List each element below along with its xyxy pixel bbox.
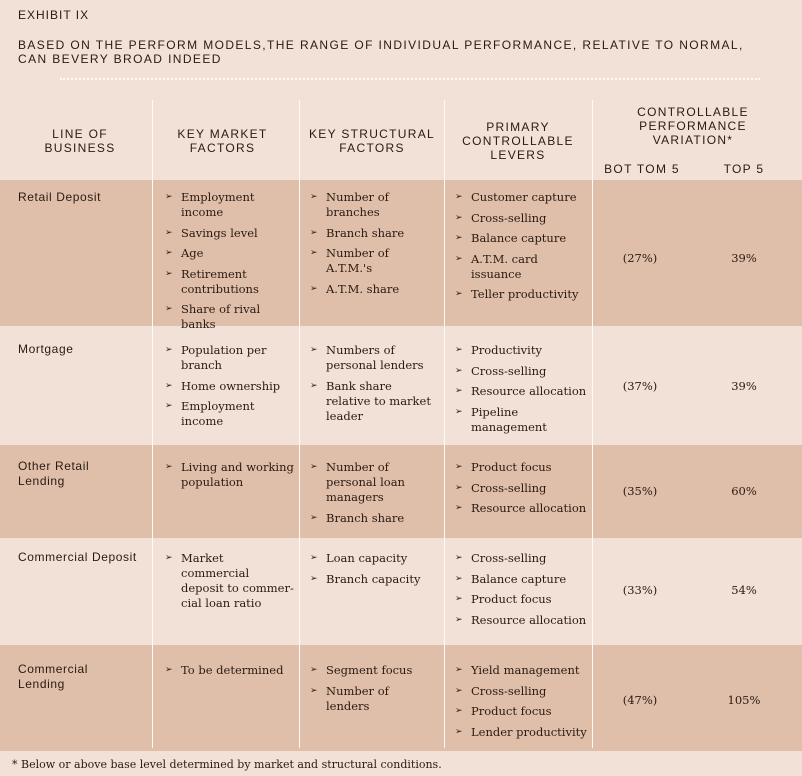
list-item: ➢ Number of A.T.M.'s <box>310 246 435 276</box>
footnote: * Below or above base level determined by market and structural conditions. <box>12 758 442 771</box>
exhibit-label: EXHIBIT IX <box>18 8 90 22</box>
header-controllable-performance-variation: CONTROLLABLE PERFORMANCE VARIATION* <box>637 105 749 147</box>
bottom-5-value: (33%) <box>622 583 658 597</box>
list-item: ➢ Resource allocation <box>455 384 590 399</box>
lob-mortgage: Mortgage <box>18 342 74 356</box>
list-item: ➢ To be determined <box>165 663 297 678</box>
header-primary-controllable-levers: PRIMARY CONTROLLABLE LEVERS <box>462 120 574 162</box>
list-item: ➢ Savings level <box>165 226 297 241</box>
top-5-value: 60% <box>731 484 757 498</box>
list-item: ➢ Segment focus <box>310 663 435 678</box>
column-divider <box>592 100 593 748</box>
lob-commercial-deposit: Commercial Deposit <box>18 550 137 564</box>
list-item: ➢ A.T.M. card issuance <box>455 252 590 282</box>
market-factors-list <box>165 190 297 338</box>
list-item: ➢ Bank share relative to market leader <box>310 379 435 424</box>
column-divider <box>299 100 300 748</box>
exhibit-heading: BASED ON THE PERFORM MODELS,THE RANGE OF INDIVIDUAL PERFORMANCE, RELATIVE TO NORMAL, CAN BEVERY BROAD INDEED <box>18 38 744 66</box>
list-item: ➢ Branch capacity <box>310 572 435 587</box>
list-item: ➢ Cross-selling <box>455 684 590 699</box>
levers-list <box>455 551 590 633</box>
list-item: ➢ Population per branch <box>165 343 297 373</box>
list-item: ➢ Retirement contributions <box>165 267 297 297</box>
list-item: ➢ Product focus <box>455 592 590 607</box>
list-item: ➢ Employment income <box>165 190 297 220</box>
list-item: ➢ Living and working population <box>165 460 297 490</box>
market-factors-list <box>165 663 297 684</box>
levers-list <box>455 190 590 308</box>
list-item: ➢ Productivity <box>455 343 590 358</box>
header-bottom-5: BOT TOM 5 <box>604 162 680 176</box>
top-5-value: 105% <box>727 693 761 707</box>
lob-commercial-lending: Commercial Lending <box>18 662 89 691</box>
top-5-value: 39% <box>731 251 757 265</box>
list-item: ➢ Share of rival banks <box>165 302 297 332</box>
list-item: ➢ Numbers of personal lenders <box>310 343 435 373</box>
list-item: ➢ A.T.M. share <box>310 282 435 297</box>
structural-factors-list <box>310 460 435 531</box>
list-item: ➢ Yield management <box>455 663 590 678</box>
levers-list <box>455 460 590 522</box>
list-item: ➢ Product focus <box>455 460 590 475</box>
header-line-of-business: LINE OF BUSINESS <box>44 127 116 155</box>
list-item: ➢ Number of personal loan managers <box>310 460 435 505</box>
list-item: ➢ Product focus <box>455 704 590 719</box>
list-item: ➢ Branch share <box>310 226 435 241</box>
list-item: ➢ Cross-selling <box>455 551 590 566</box>
list-item: ➢ Customer capture <box>455 190 590 205</box>
top-5-value: 39% <box>731 379 757 393</box>
header-top-5: TOP 5 <box>723 162 765 176</box>
list-item: ➢ Lender productivity <box>455 725 590 740</box>
list-item: ➢ Resource allocation <box>455 501 590 516</box>
list-item: ➢ Pipeline management <box>455 405 590 435</box>
list-item: ➢ Cross-selling <box>455 364 590 379</box>
list-item: ➢ Number of branches <box>310 190 435 220</box>
lob-other-retail-lending: Other Retail Lending <box>18 459 90 488</box>
list-item: ➢ Branch share <box>310 511 435 526</box>
header-key-market-factors: KEY MARKET FACTORS <box>177 127 268 155</box>
market-factors-list <box>165 343 297 435</box>
structural-factors-list <box>310 190 435 302</box>
list-item: ➢ Balance capture <box>455 572 590 587</box>
levers-list <box>455 343 590 440</box>
list-item: ➢ Employment income <box>165 399 297 429</box>
list-item: ➢ Loan capacity <box>310 551 435 566</box>
market-factors-list <box>165 460 297 496</box>
column-divider <box>152 100 153 748</box>
list-item: ➢ Teller productivity <box>455 287 590 302</box>
bottom-5-value: (27%) <box>622 251 658 265</box>
column-divider <box>444 100 445 748</box>
structural-factors-list <box>310 663 435 719</box>
list-item: ➢ Balance capture <box>455 231 590 246</box>
list-item: ➢ Cross-selling <box>455 481 590 496</box>
lob-retail-deposit: Retail Deposit <box>18 190 102 204</box>
market-factors-list <box>165 551 295 617</box>
levers-list <box>455 663 590 745</box>
list-item: ➢ Home ownership <box>165 379 297 394</box>
list-item: ➢ Cross-selling <box>455 211 590 226</box>
header-key-structural-factors: KEY STRUCTURAL FACTORS <box>308 127 435 155</box>
dotted-divider <box>60 78 760 80</box>
list-item: ➢ Market commercial deposit to commer-cial loan ratio <box>165 551 295 611</box>
list-item: ➢ Number of lenders <box>310 684 435 714</box>
bottom-5-value: (37%) <box>622 379 658 393</box>
list-item: ➢ Age <box>165 246 297 261</box>
bottom-5-value: (35%) <box>622 484 658 498</box>
bottom-5-value: (47%) <box>622 693 658 707</box>
list-item: ➢ Resource allocation <box>455 613 590 628</box>
structural-factors-list <box>310 551 435 592</box>
top-5-value: 54% <box>731 583 757 597</box>
structural-factors-list <box>310 343 435 429</box>
